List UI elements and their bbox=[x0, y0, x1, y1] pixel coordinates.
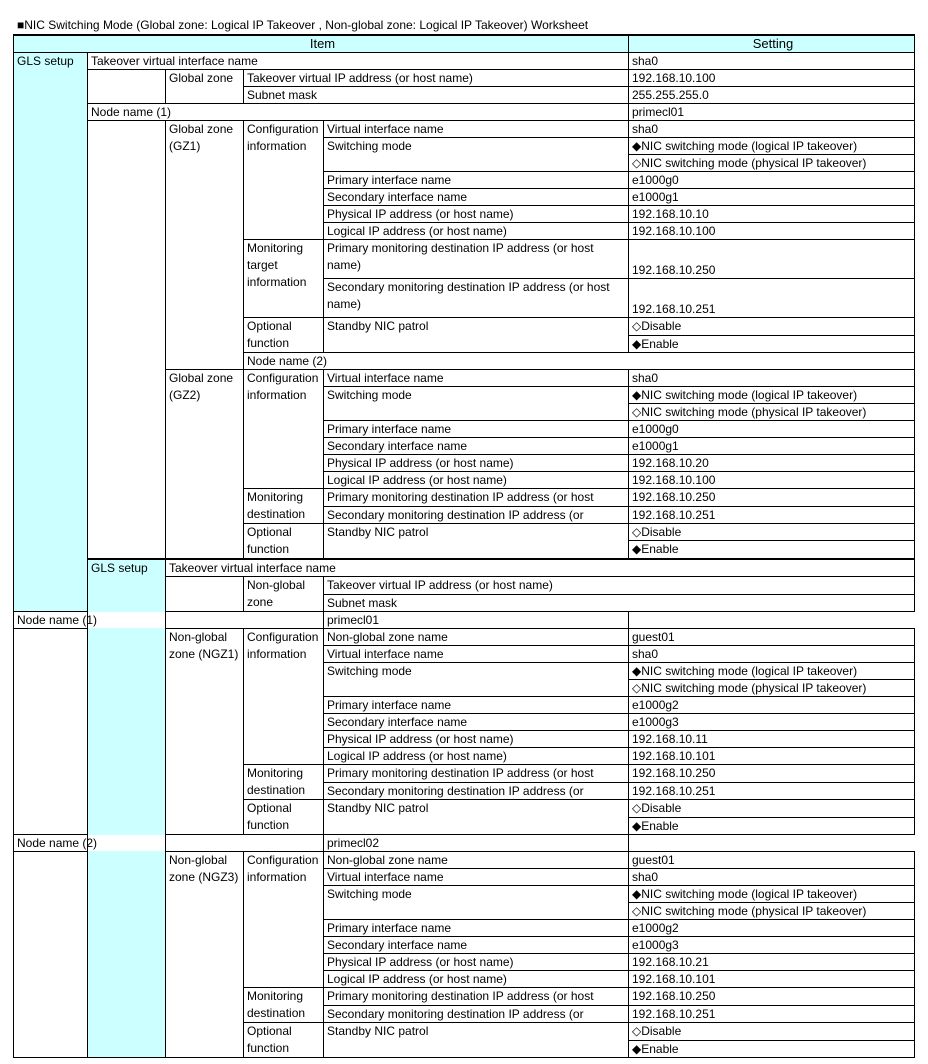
option-unselected[interactable]: ◇NIC switching mode (physical IP takeover) bbox=[629, 903, 915, 920]
setting-value[interactable]: 192.168.10.101 bbox=[629, 748, 915, 765]
item-label: Physical IP address (or host name) bbox=[324, 731, 629, 748]
setting-value[interactable]: 192.168.10.100 bbox=[629, 223, 915, 240]
node-label: Node name (2) bbox=[244, 353, 915, 370]
setting-value[interactable]: 192.168.10.250 bbox=[629, 489, 915, 507]
setting-value[interactable]: sha0 bbox=[629, 370, 915, 387]
zone-label: Non-global zone (NGZ1) bbox=[166, 629, 244, 835]
option-selected[interactable]: ◆NIC switching mode (logical IP takeover) bbox=[629, 886, 915, 903]
group-label: Monitoring target information bbox=[244, 240, 324, 318]
item-label: Virtual interface name bbox=[324, 121, 629, 138]
group-label: Monitoring destination bbox=[244, 489, 324, 524]
item-label: Secondary monitoring destination IP address (or bbox=[324, 1005, 629, 1023]
setting-value[interactable]: 192.168.10.21 bbox=[629, 954, 915, 971]
spacer-cell bbox=[88, 70, 166, 104]
item-label: Virtual interface name bbox=[324, 646, 629, 663]
item-label: Takeover virtual IP address (or host name) bbox=[324, 577, 915, 595]
item-label: Switching mode bbox=[324, 663, 629, 697]
group-label: Configuration information bbox=[244, 852, 324, 988]
group-label: Monitoring destination bbox=[244, 765, 324, 800]
table-row bbox=[14, 121, 915, 138]
item-label: Secondary monitoring destination IP address (or bbox=[324, 782, 629, 800]
setting-value[interactable]: 192.168.10.251 bbox=[629, 782, 915, 800]
item-label: Logical IP address (or host name) bbox=[324, 223, 629, 240]
group-label: Optional function bbox=[244, 800, 324, 835]
header-row bbox=[14, 35, 915, 53]
setting-value[interactable]: e1000g0 bbox=[629, 421, 915, 438]
item-label: Secondary interface name bbox=[324, 937, 629, 954]
worksheet-table bbox=[13, 34, 915, 1058]
option-unselected[interactable]: ◇Disable bbox=[629, 318, 915, 336]
item-label: Primary interface name bbox=[324, 172, 629, 189]
group-label: Configuration information bbox=[244, 121, 324, 240]
zone-label: Global zone bbox=[166, 70, 244, 104]
table-row bbox=[14, 835, 915, 852]
setting-value[interactable]: sha0 bbox=[629, 121, 915, 138]
table-row bbox=[14, 70, 915, 87]
option-selected[interactable]: ◆Enable bbox=[629, 1040, 915, 1058]
item-label: Virtual interface name bbox=[324, 370, 629, 387]
option-unselected[interactable]: ◇NIC switching mode (physical IP takeover) bbox=[629, 680, 915, 697]
option-unselected[interactable]: ◇Disable bbox=[629, 524, 915, 541]
setting-value[interactable]: e1000g1 bbox=[629, 438, 915, 455]
setting-value[interactable]: sha0 bbox=[629, 53, 915, 70]
item-label: Non-global zone name bbox=[324, 629, 629, 646]
setting-value[interactable]: 192.168.10.251 bbox=[629, 279, 915, 318]
option-selected[interactable]: ◆Enable bbox=[629, 541, 915, 559]
table-row bbox=[14, 559, 915, 577]
option-selected[interactable]: ◆Enable bbox=[629, 335, 915, 353]
spacer-cell bbox=[88, 370, 166, 560]
item-label: Standby NIC patrol bbox=[324, 318, 629, 353]
setting-value[interactable]: 192.168.10.11 bbox=[629, 731, 915, 748]
setting-value[interactable]: e1000g3 bbox=[629, 714, 915, 731]
group-label: Optional function bbox=[244, 318, 324, 353]
group-label: Monitoring destination bbox=[244, 988, 324, 1023]
setting-value[interactable]: 255.255.255.0 bbox=[629, 87, 915, 104]
section-label-gls-setup-global: GLS setup bbox=[14, 53, 88, 612]
item-label: Switching mode bbox=[324, 138, 629, 172]
setting-value[interactable]: 192.168.10.100 bbox=[629, 472, 915, 489]
item-label: Subnet mask bbox=[244, 87, 629, 104]
item-label: Takeover virtual IP address (or host name) bbox=[244, 70, 629, 87]
setting-value[interactable]: 192.168.10.100 bbox=[629, 70, 915, 87]
spacer-cell bbox=[14, 629, 88, 835]
item-label: Subnet mask bbox=[324, 594, 915, 612]
item-label: Primary interface name bbox=[324, 920, 629, 937]
item-label: Primary monitoring destination IP address (or host bbox=[324, 988, 629, 1006]
header-item: Item bbox=[14, 35, 629, 53]
table-row bbox=[14, 370, 915, 387]
item-label: Non-global zone name bbox=[324, 852, 629, 869]
setting-value[interactable]: e1000g0 bbox=[629, 172, 915, 189]
item-label: Primary monitoring destination IP address (or host bbox=[324, 489, 629, 507]
spacer-cell bbox=[88, 121, 166, 370]
setting-value[interactable]: guest01 bbox=[629, 629, 915, 646]
setting-value[interactable]: guest01 bbox=[629, 852, 915, 869]
group-label: Configuration information bbox=[244, 629, 324, 765]
item-label: Logical IP address (or host name) bbox=[324, 971, 629, 988]
setting-value[interactable]: 192.168.10.20 bbox=[629, 455, 915, 472]
item-label: Primary monitoring destination IP address (or host bbox=[324, 765, 629, 783]
item-label: Standby NIC patrol bbox=[324, 1023, 629, 1058]
table-row bbox=[14, 104, 915, 121]
setting-value[interactable]: e1000g1 bbox=[629, 189, 915, 206]
table-row bbox=[14, 53, 915, 70]
zone-label: Non-global zone (NGZ3) bbox=[166, 852, 244, 1058]
option-selected[interactable]: ◆NIC switching mode (logical IP takeover) bbox=[629, 663, 915, 680]
setting-value[interactable]: e1000g2 bbox=[629, 697, 915, 714]
item-label: Logical IP address (or host name) bbox=[324, 748, 629, 765]
zone-label: Global zone (GZ2) bbox=[166, 370, 244, 560]
item-label: Switching mode bbox=[324, 387, 629, 421]
setting-value[interactable]: primecl01 bbox=[324, 612, 629, 629]
group-label: Configuration information bbox=[244, 370, 324, 489]
option-selected[interactable]: ◆NIC switching mode (logical IP takeover) bbox=[629, 138, 915, 155]
group-label: Optional function bbox=[244, 524, 324, 560]
item-label: Secondary monitoring destination IP address (or bbox=[324, 506, 629, 524]
item-label: Physical IP address (or host name) bbox=[324, 455, 629, 472]
setting-value[interactable]: primecl01 bbox=[629, 104, 915, 121]
setting-value[interactable]: 192.168.10.250 bbox=[629, 988, 915, 1006]
setting-value[interactable]: primecl02 bbox=[324, 835, 629, 852]
item-label: Secondary monitoring destination IP address (or host name) bbox=[324, 279, 629, 318]
spacer-cell bbox=[14, 852, 88, 1058]
zone-label: Global zone (GZ1) bbox=[166, 121, 244, 370]
option-selected[interactable]: ◆NIC switching mode (logical IP takeover) bbox=[629, 387, 915, 404]
group-label: Optional function bbox=[244, 1023, 324, 1058]
node-label: Node name (1) bbox=[88, 104, 629, 121]
setting-value[interactable]: e1000g2 bbox=[629, 920, 915, 937]
setting-value[interactable]: 192.168.10.250 bbox=[629, 765, 915, 783]
setting-value[interactable]: 192.168.10.250 bbox=[629, 240, 915, 279]
item-label: Secondary interface name bbox=[324, 714, 629, 731]
node-label: Node name (2) bbox=[14, 835, 324, 852]
setting-value[interactable]: 192.168.10.10 bbox=[629, 206, 915, 223]
option-unselected[interactable]: ◇NIC switching mode (physical IP takeover) bbox=[629, 155, 915, 172]
item-label: Physical IP address (or host name) bbox=[324, 206, 629, 223]
header-setting: Setting bbox=[629, 35, 915, 53]
setting-value[interactable]: sha0 bbox=[629, 646, 915, 663]
table-row bbox=[14, 612, 915, 629]
setting-value[interactable]: sha0 bbox=[629, 869, 915, 886]
item-label: Virtual interface name bbox=[324, 869, 629, 886]
item-label: Switching mode bbox=[324, 886, 629, 920]
item-label: Secondary interface name bbox=[324, 438, 629, 455]
item-label: Standby NIC patrol bbox=[324, 524, 629, 560]
setting-value[interactable]: 192.168.10.101 bbox=[629, 971, 915, 988]
spacer-cell bbox=[166, 577, 244, 612]
section-label-gls-setup-nonglobal: GLS setup bbox=[88, 559, 166, 1058]
zone-label: Non-global zone bbox=[244, 577, 324, 612]
item-label: Logical IP address (or host name) bbox=[324, 472, 629, 489]
item-label: Primary interface name bbox=[324, 421, 629, 438]
setting-value[interactable]: 192.168.10.251 bbox=[629, 506, 915, 524]
item-label: Standby NIC patrol bbox=[324, 800, 629, 835]
setting-value[interactable]: e1000g3 bbox=[629, 937, 915, 954]
node-label: Node name (1) bbox=[14, 612, 324, 629]
option-unselected[interactable]: ◇NIC switching mode (physical IP takeover) bbox=[629, 404, 915, 421]
option-unselected[interactable]: ◇Disable bbox=[629, 800, 915, 818]
item-label: Physical IP address (or host name) bbox=[324, 954, 629, 971]
worksheet-title: ■NIC Switching Mode (Global zone: Logical IP Takeover , Non-global zone: Logical IP Takeover) Worksheet bbox=[17, 18, 589, 32]
item-label: Takeover virtual interface name bbox=[88, 53, 629, 70]
item-label: Primary interface name bbox=[324, 697, 629, 714]
option-selected[interactable]: ◆Enable bbox=[629, 817, 915, 835]
option-unselected[interactable]: ◇Disable bbox=[629, 1023, 915, 1041]
item-label: Takeover virtual interface name bbox=[166, 559, 915, 577]
setting-value[interactable]: 192.168.10.251 bbox=[629, 1005, 915, 1023]
item-label: Primary monitoring destination IP address (or host name) bbox=[324, 240, 629, 279]
item-label: Secondary interface name bbox=[324, 189, 629, 206]
